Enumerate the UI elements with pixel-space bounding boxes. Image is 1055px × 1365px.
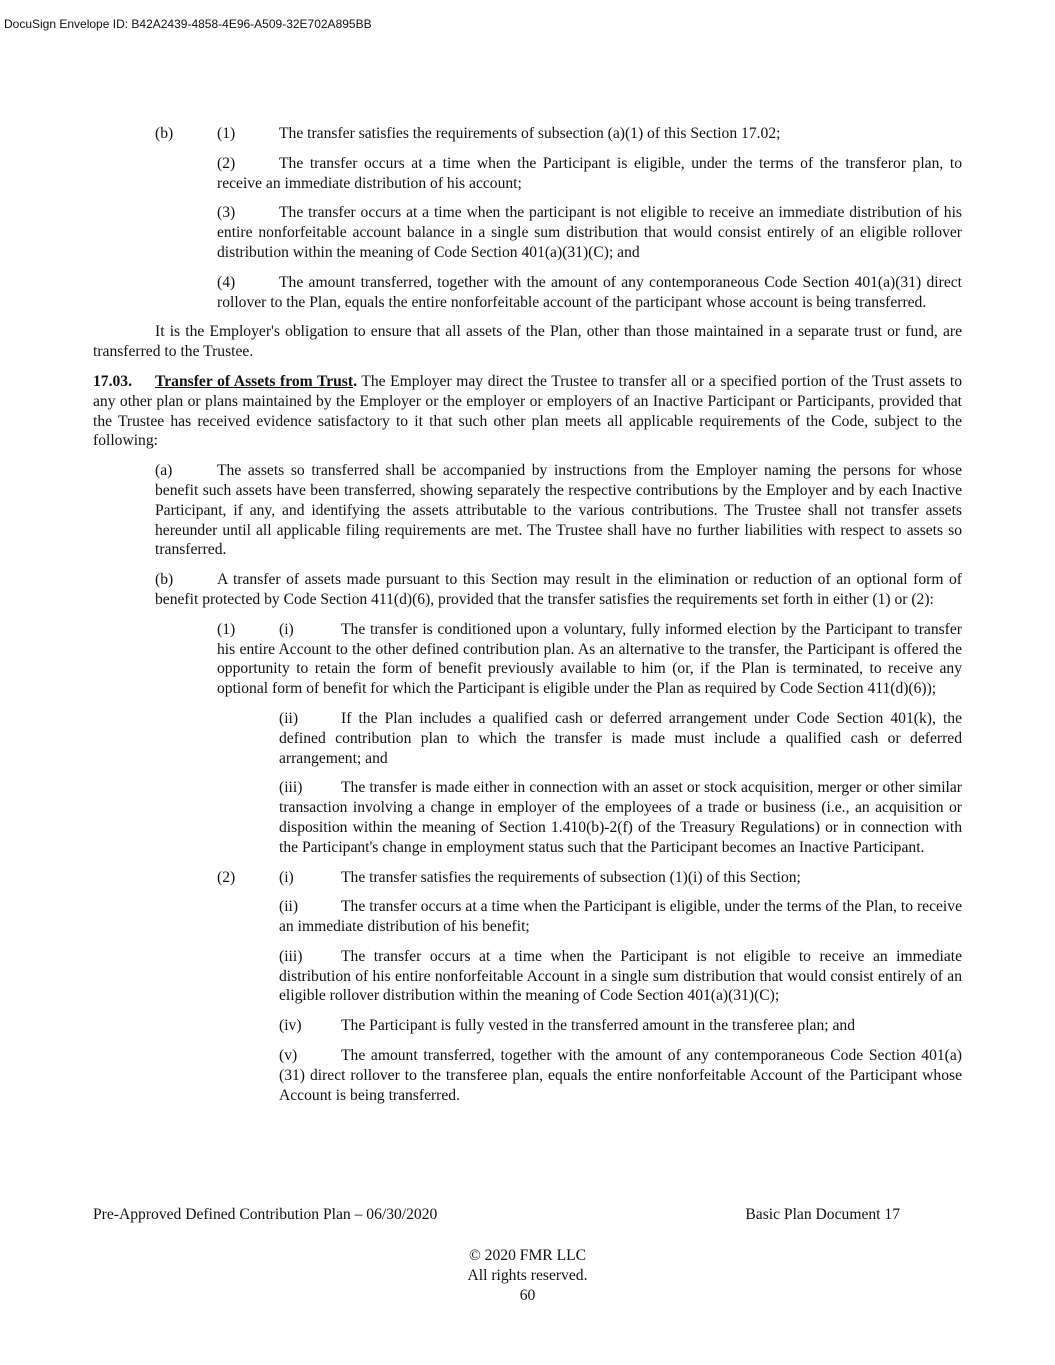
paragraph bbox=[279, 947, 962, 1006]
paragraph-text: The transfer occurs at a time when the Participant is eligible, under the terms of the transferor plan, to receive an immediate distribution of his account; bbox=[217, 154, 962, 192]
enumerator-label: (i) bbox=[279, 620, 294, 638]
enumerator-label: (4) bbox=[217, 273, 236, 291]
copyright-line: © 2020 FMR LLC bbox=[468, 1247, 587, 1264]
paragraph bbox=[93, 372, 962, 451]
paragraph-text: The Employer may direct the Trustee to transfer all or a specified portion of the Trust assets to any other plan or plans maintained by the Employer or the employer or employers of an Inactive Participant or Participants, provided that the Trustee has received evidence satisfactory to it that such other plan meets all applicable requirements of the Code, subject to the following: bbox=[93, 372, 962, 450]
paragraph bbox=[155, 461, 962, 560]
paragraph-text: The assets so transferred shall be accompanied by instructions from the Employer naming the persons for whose benefit such assets have been transferred, showing separately the respective contributions by the Employer and by each Inactive Participant, if any, and identifying the assets attributable to the various contributions. The Trustee shall not transfer assets hereunder until all applicable filing requirements are met. The Trustee shall have no further liabilities with respect to assets so transferred. bbox=[155, 462, 962, 559]
paragraph-text: . bbox=[353, 372, 357, 390]
enumerator-label: (ii) bbox=[279, 898, 299, 916]
footer-plan-name: Pre-Approved Defined Contribution Plan – 06/30/2020 bbox=[93, 1206, 438, 1223]
docusign-envelope-id: DocuSign Envelope ID: B42A2439-4858-4E96-A509-32E702A895BB bbox=[4, 17, 372, 31]
paragraph-text: The transfer is made either in connection with an asset or stock acquisition, merger or other similar transaction involving a change in employer of the employees of a trade or business (i.e., an acquisition or disposition within the meaning of Section 1.410(b)-2(f) of the Treasury Regulations) or in connection with the Participant's change in employment status such that the Participant becomes an Inactive Participant. bbox=[279, 779, 962, 856]
enumerator-label: (b) bbox=[155, 571, 174, 589]
enumerator-label: (i) bbox=[279, 868, 294, 886]
paragraph-text: If the Plan includes a qualified cash or deferred arrangement under Code Section 401(k), the defined contribution plan to which the transfer is made must include a qualified cash or deferred arrangement; and bbox=[279, 709, 962, 767]
paragraph-text: The amount transferred, together with the amount of any contemporaneous Code Section 401(a)(31) direct rollover to the Plan, equals the entire nonforfeitable account of the participant whose account is being transferred. bbox=[217, 273, 962, 311]
paragraph bbox=[155, 124, 962, 144]
paragraph-text: The Participant is fully vested in the transferred amount in the transferee plan; and bbox=[341, 1017, 855, 1035]
enumerator-label: (1) bbox=[217, 620, 236, 638]
paragraph-text: The transfer satisfies the requirements of subsection (a)(1) of this Section 17.02; bbox=[279, 125, 781, 142]
rights-line: All rights reserved. bbox=[467, 1267, 588, 1284]
enumerator-label: (1) bbox=[217, 125, 236, 142]
paragraph-text: The amount transferred, together with the amount of any contemporaneous Code Section 401(a)(31) direct rollover to the transferee plan, equals the entire nonforfeitable Account of the Participant whose Account is being transferred. bbox=[279, 1047, 962, 1104]
paragraph bbox=[217, 154, 962, 194]
paragraph-text: The transfer is conditioned upon a voluntary, fully informed election by the Participant to transfer his entire Account to the other defined contribution plan. As an alternative to the transfer, the Participant is offered the opportunity to retain the form of benefit previously available to him (or, if the Plan is terminated, to receive any optional form of benefit for which the Participant is eligible under the Plan as required by Code Section 411(d)(6)); bbox=[217, 620, 962, 698]
page-number: 60 bbox=[519, 1287, 536, 1304]
enumerator-label: (a) bbox=[155, 462, 173, 480]
paragraph-text: Transfer of Assets from Trust bbox=[155, 372, 354, 390]
enumerator-label: (2) bbox=[217, 154, 236, 172]
paragraph-text: A transfer of assets made pursuant to this Section may result in the elimination or reduction of an optional form of benefit protected by Code Section 411(d)(6), provided that the transfer satisfies the requirements set forth in either (1) or (2): bbox=[155, 571, 962, 608]
paragraph bbox=[93, 322, 962, 362]
paragraph bbox=[217, 273, 962, 313]
enumerator-label: (v) bbox=[279, 1047, 298, 1065]
paragraph bbox=[279, 897, 962, 937]
enumerator-label: (iii) bbox=[279, 947, 303, 965]
paragraph bbox=[217, 203, 962, 262]
paragraph bbox=[217, 868, 962, 888]
document-body bbox=[0, 124, 1055, 1115]
paragraph bbox=[279, 709, 962, 768]
footer-document-name: Basic Plan Document 17 bbox=[745, 1206, 900, 1223]
paragraph bbox=[279, 778, 962, 857]
paragraph-text: The transfer satisfies the requirements of subsection (1)(i) of this Section; bbox=[341, 868, 801, 886]
enumerator-label: (2) bbox=[217, 868, 236, 886]
enumerator-label: (3) bbox=[217, 204, 236, 222]
paragraph-text: It is the Employer's obligation to ensure that all assets of the Plan, other than those maintained in a separate trust or fund, are transferred to the Trustee. bbox=[93, 323, 962, 361]
enumerator-label: 17.03. bbox=[93, 372, 132, 390]
paragraph bbox=[279, 1016, 962, 1036]
enumerator-label: (ii) bbox=[279, 709, 299, 727]
paragraph-text: The transfer occurs at a time when the participant is not eligible to receive an immediate distribution of his entire nonforfeitable account balance in a single sum distribution that would consist entirely of an eligible rollover distribution within the meaning of Code Section 401(a)(31)(C); and bbox=[217, 204, 962, 261]
paragraph-text: The transfer occurs at a time when the Participant is not eligible to receive an immediate distribution of his entire nonforfeitable Account in a single sum distribution that would consist entirely of an eligible rollover distribution within the meaning of Code Section 401(a)(31)(C); bbox=[279, 947, 962, 1005]
paragraph bbox=[155, 570, 962, 610]
copyright-block bbox=[0, 1246, 1055, 1306]
paragraph bbox=[217, 620, 962, 699]
paragraph bbox=[279, 1046, 962, 1105]
page-footer bbox=[93, 1206, 900, 1224]
paragraph-text: The transfer occurs at a time when the Participant is eligible, under the terms of the Plan, to receive an immediate distribution of his benefit; bbox=[279, 898, 962, 936]
enumerator-label: (iv) bbox=[279, 1017, 302, 1035]
enumerator-label: (iii) bbox=[279, 779, 303, 797]
enumerator-label: (b) bbox=[155, 125, 174, 142]
